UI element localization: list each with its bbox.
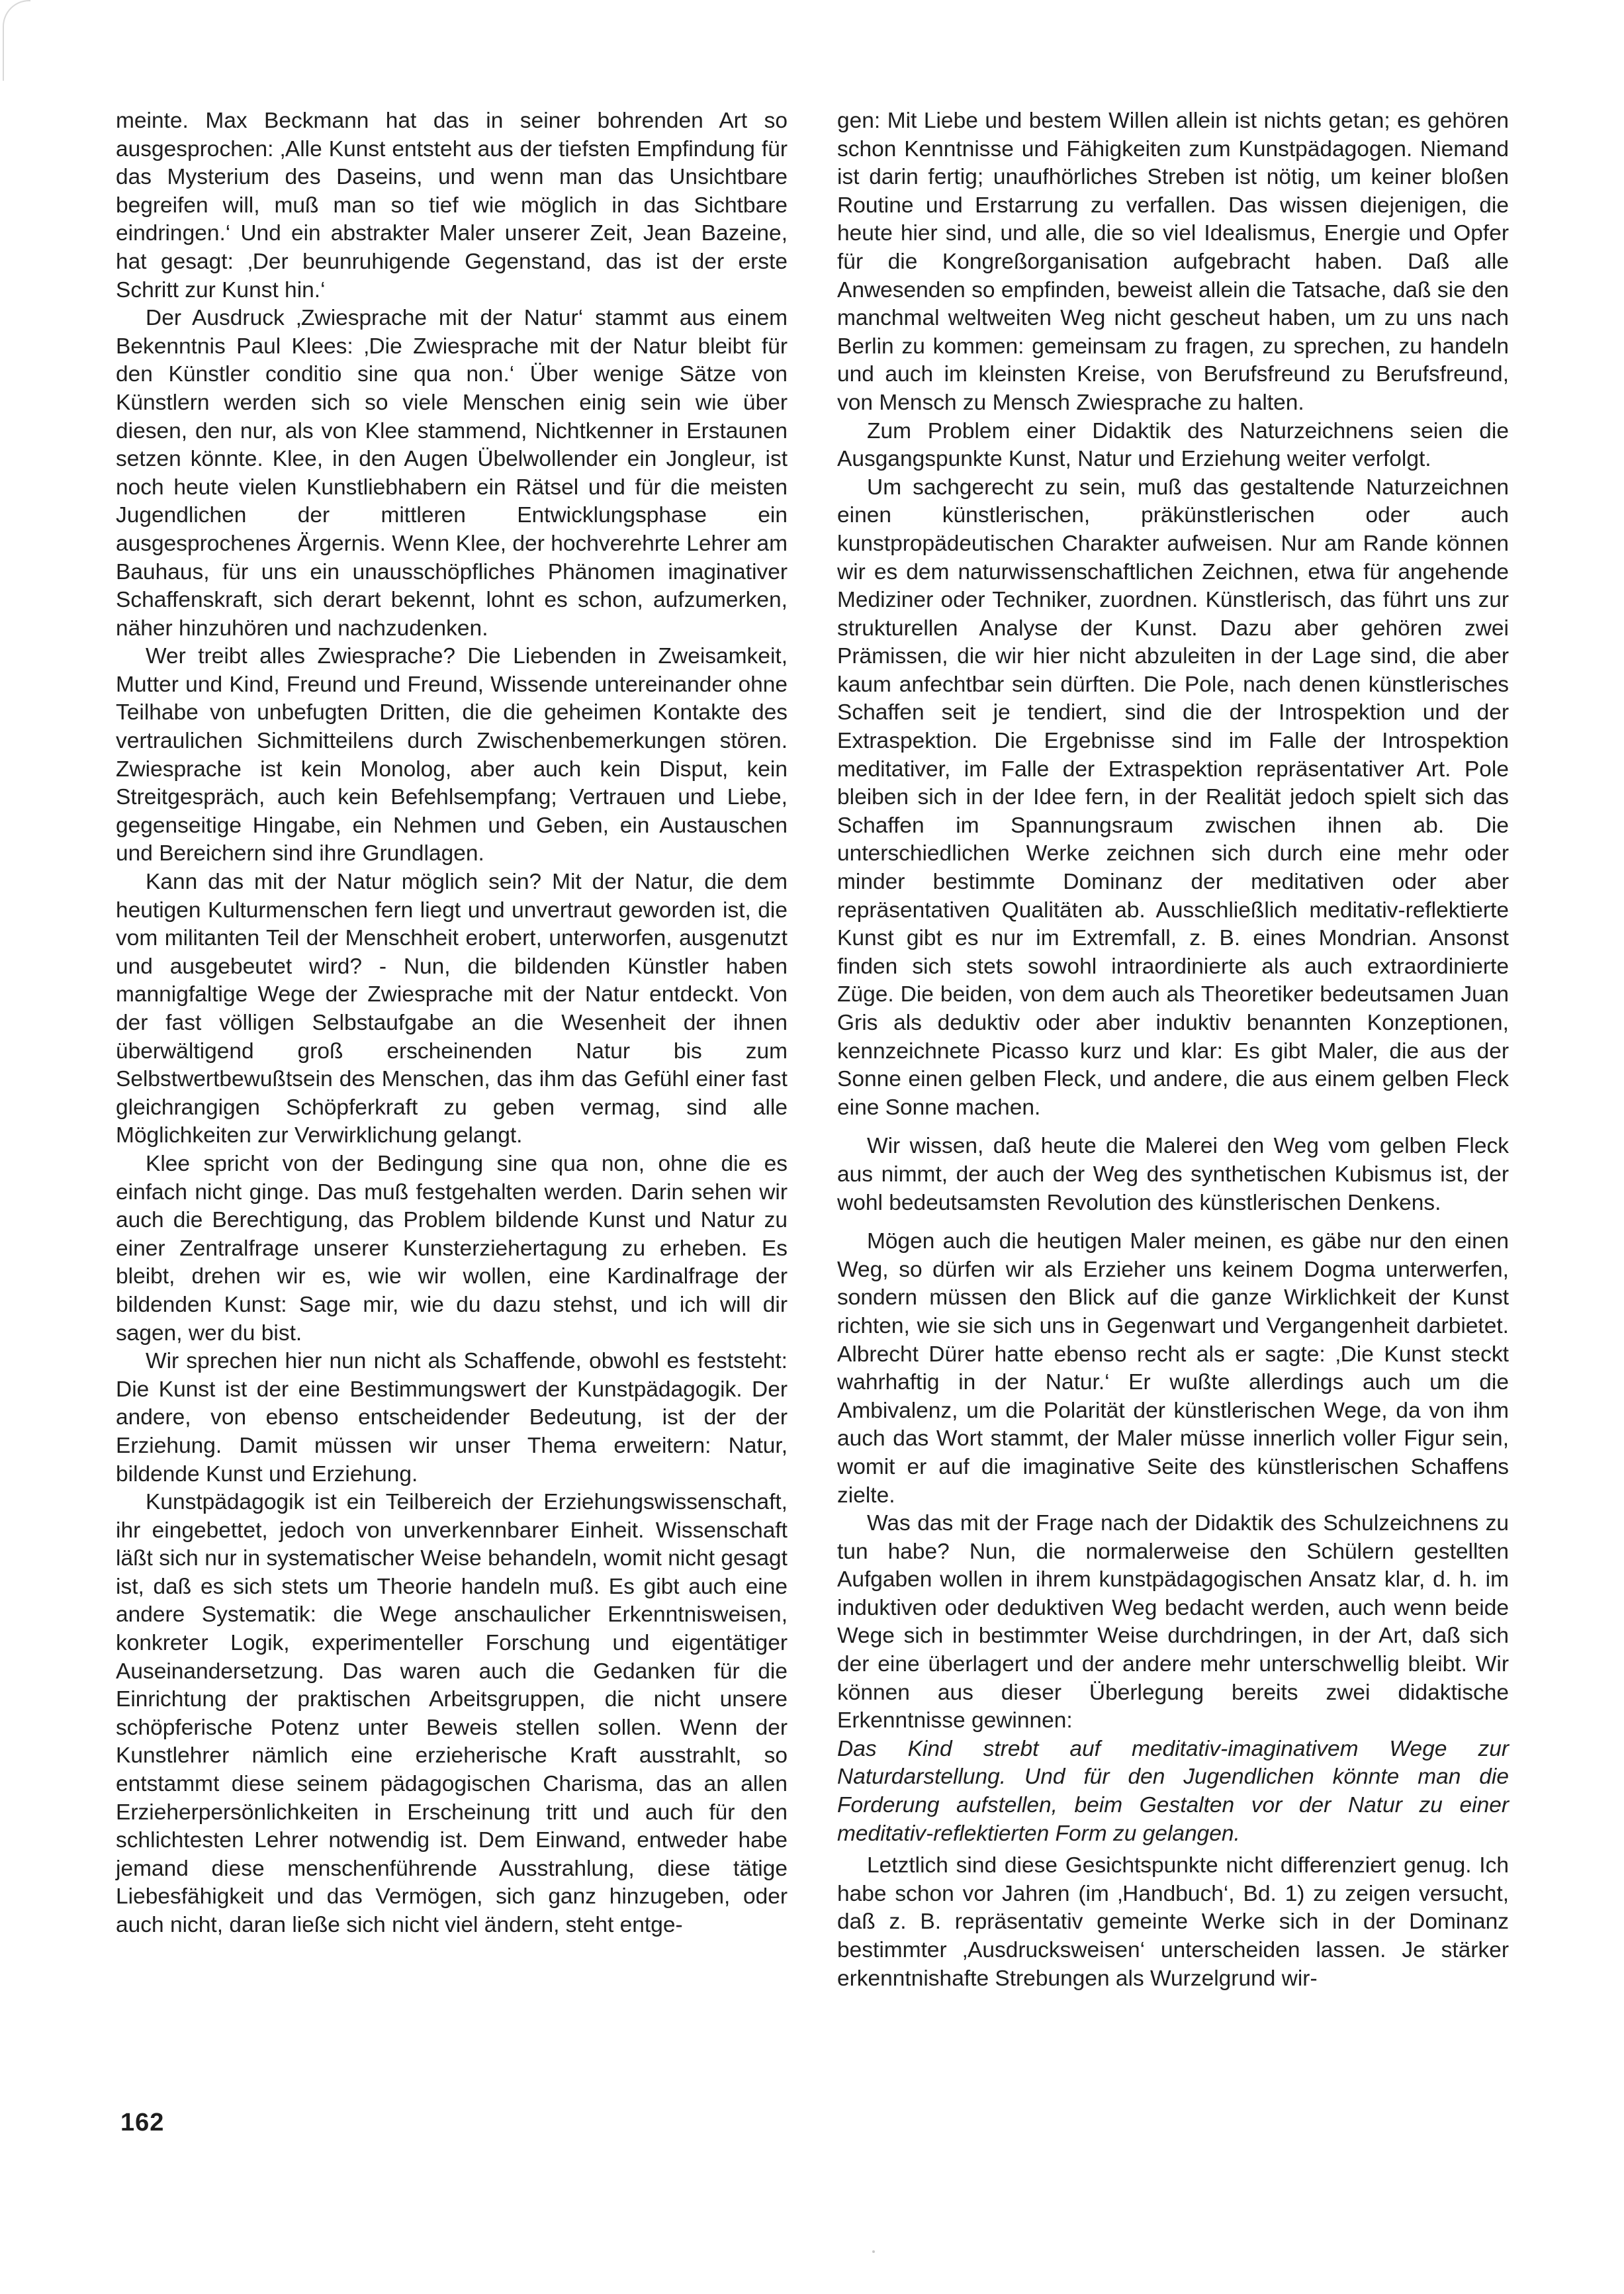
page-corner-fold xyxy=(3,0,30,81)
paragraph: Kann das mit der Natur möglich sein? Mit der Natur, die dem heutigen Kulturmenschen fern liegt und unvertraut geworden ist, die vom militanten Teil der Menschheit erobert, unterworfen, ausgenutzt und ausgebeutet wird? - Nun, die bildenden Künstler haben mannigfaltige Wege der Zwiesprache mit der Natur entdeckt. Von der fast völligen Selbstaufgabe an die Wesenheit der ihnen überwältigend groß erscheinenden Natur bis zum Selbstwertbewußtsein des Menschen, das ihm das Gefühl einer fast gleichrangigen Schöpferkraft zu geben vermag, sind alle Möglichkeiten zur Verwirklichung gelangt. xyxy=(116,870,788,1148)
italic-paragraph: Das Kind strebt auf meditativ-imaginativem Wege zur Naturdarstellung. Und für den Jugendlichen könnte man die Forderung aufstellen, beim Gestalten vor der Natur zu einer meditativ-reflektierten Form zu gelangen. xyxy=(837,1736,1509,1846)
paper-speck xyxy=(872,2250,875,2253)
paragraph: Wir wissen, daß heute die Malerei den Weg vom gelben Fleck aus nimmt, der auch der Weg des synthetischen Kubismus ist, der wohl bedeutsamsten Revolution des künstlerischen Denkens. xyxy=(837,1134,1509,1215)
left-column xyxy=(116,107,788,1940)
paragraph: Mögen auch die heutigen Maler meinen, es gäbe nur den einen Weg, so dürfen wir als Erzieher uns keinem Dogma unterwerfen, sondern müssen den Blick auf die ganze Wirklichkeit der Kunst richten, wie sie sich uns in Gegenwart und Vergangenheit darbietet. Albrecht Dürer hatte ebenso recht als er sagte: ‚Die Kunst steckt wahrhaftig in der Natur.‘ Er wußte allerdings auch um die Ambivalenz, um die Polarität der künstlerischen Wege, da von ihm auch das Wort stammt, der Maler müsse innerlich voller Figur sein, womit er auf die imaginative Seite des künstlerischen Schaffens zielte. xyxy=(837,1229,1509,1508)
paragraph: Um sachgerecht zu sein, muß das gestaltende Naturzeichnen einen künstlerischen, präkünstlerischen oder auch kunstpropädeutischen Charakter aufweisen. Nur am Rande können wir es dem naturwissenschaftlichen Zeichnen, etwa für angehende Mediziner oder Techniker, zuordnen. Künstlerisch, das führt uns zur strukturellen Analyse der Kunst. Dazu aber gehören zwei Prämissen, die wir hier nicht abzuleiten in der Lage sind, die aber kaum anfechtbar sein dürften. Die Pole, nach denen künstlerisches Schaffen seit je tendiert, sind die der Introspektion und der Extraspektion. Die Ergebnisse sind im Falle der Introspektion meditativer, im Falle der Extraspektion repräsentativer Art. Pole bleiben sich in der Idee fern, in der Realität jedoch spielt sich das Schaffen im Spannungsraum zwischen ihnen ab. Die unterschiedlichen Werke zeichnen sich durch eine mehr oder minder bestimmte Dominanz der meditativen oder aber repräsentativen Qualitäten ab. Ausschließlich meditativ-reflektierte Kunst gibt es nur im Extremfall, z. B. eines Mondrian. Ansonst finden sich stets sowohl intraordinierte als auch extraordinierte Züge. Die beiden, von dem auch als Theoretiker bedeutsamen Juan Gris als deduktiv oder aber induktiv benannten Konzeptionen, kennzeichnete Picasso kurz und klar: Es gibt Maler, die aus der Sonne einen gelben Fleck, und andere, die aus einem gelben Fleck eine Sonne machen. xyxy=(837,475,1509,1120)
paragraph: Zum Problem einer Didaktik des Naturzeichnens seien die Ausgangspunkte Kunst, Natur und Erziehung weiter verfolgt. xyxy=(837,418,1509,472)
paragraph: Wer treibt alles Zwiesprache? Die Liebenden in Zweisamkeit, Mutter und Kind, Freund und Freund, Wissende untereinander ohne Teilhabe von unbefugten Dritten, die die geheimen Kontakte des vertraulichen Sichmitteilens durch Zwischenbemerkungen stören. Zwiesprache ist kein Monolog, aber auch kein Disput, kein Streitgespräch, auch kein Befehlsempfang; Vertrauen und Liebe, gegenseitige Hingabe, ein Nehmen und Geben, ein Austauschen und Bereichern sind ihre Grundlagen. xyxy=(116,644,788,866)
paragraph: Kunstpädagogik ist ein Teilbereich der Erziehungswissenschaft, ihr eingebettet, jedoch von unverkennbarer Einheit. Wissenschaft läßt sich nur in systematischer Weise behandeln, womit nicht gesagt ist, daß es sich stets um Theorie handeln muß. Es gibt auch eine andere Systematik: die Wege anschaulicher Erkenntnisweisen, konkreter Logik, experimenteller Forschung und eigentätiger Auseinandersetzung. Das waren auch die Gedanken für die Einrichtung der praktischen Arbeitsgruppen, die nicht unsere schöpferische Potenz unter Beweis stellen sollen. Wenn der Kunstlehrer nämlich eine erzieherische Kraft ausstrahlt, so entstammt diese seinem pädagogischen Charisma, das an allen Erzieherpersönlichkeiten in Erscheinung tritt und auch für den schlichtesten Lehrer notwendig ist. Dem Einwand, entweder habe jemand diese menschenführende Ausstrahlung, diese tätige Liebesfähigkeit und das Vermögen, sich ganz hinzugeben, oder auch nicht, daran ließe sich nicht viel ändern, steht entge- xyxy=(116,1490,788,1937)
right-column xyxy=(837,107,1509,1993)
paragraph: Der Ausdruck ‚Zwiesprache mit der Natur‘ stammt aus einem Bekenntnis Paul Klees: ‚Die Zwiesprache mit der Natur bleibt für den Künstler conditio sine qua non.‘ Über wenige Sätze von Künstlern werden sich so viele Menschen einig sein wie über diesen, den nur, als von Klee stammend, Nichtkenner in Erstaunen setzen könnte. Klee, in den Augen Übelwollender ein Jongleur, ist noch heute vielen Kunstliebhabern ein Rätsel und für die meisten Jugendlichen der mittleren Entwicklungsphase ein ausgesprochenes Ärgernis. Wenn Klee, der hochverehrte Lehrer am Bauhaus, für uns ein unausschöpfliches Phänomen imaginativer Schaffenskraft, sich derart bekennt, lohnt es schon, aufzumerken, näher hinzuhören und nachzudenken. xyxy=(116,306,788,641)
paragraph: Klee spricht von der Bedingung sine qua non, ohne die es einfach nicht ginge. Das muß festgehalten werden. Darin sehen wir auch die Berechtigung, das Problem bildende Kunst und Natur zu einer Zentralfrage unserer Kunsterziehertagung zu erheben. Es bleibt, drehen wir es, wie wir wollen, eine Kardinalfrage der bildenden Kunst: Sage mir, wie du dazu stehst, und ich will dir sagen, wer du bist. xyxy=(116,1151,788,1346)
paragraph: Letztlich sind diese Gesichtspunkte nicht differenziert genug. Ich habe schon vor Jahren (im ‚Handbuch‘, Bd. 1) zu zeigen versucht, daß z. B. repräsentativ gemeinte Werke sich in der Dominanz bestimmter ‚Ausdrucksweisen‘ unterscheiden lassen. Je stärker erkenntnishafte Strebungen als Wurzelgrund wir- xyxy=(837,1853,1509,1991)
paragraph: Was das mit der Frage nach der Didaktik des Schulzeichnens zu tun habe? Nun, die normalerweise den Schülern gestellten Aufgaben wollen in ihrem kunstpädagogischen Ansatz klar, d. h. im induktiven oder deduktiven Weg bedacht werden, auch wenn beide Wege sich in bestimmter Weise durchdringen, in der Art, daß sich der eine überlagert und der andere mehr unterschwellig bleibt. Wir können aus dieser Überlegung bereits zwei didaktische Erkenntnisse gewinnen: xyxy=(837,1511,1509,1733)
paragraph: meinte. Max Beckmann hat das in seiner bohrenden Art so ausgesprochen: ‚Alle Kunst entsteht aus der tiefsten Empfindung für das Mysterium des Daseins, und wenn man das Unsichtbare begreifen will, muß man so tief wie möglich in das Sichtbare eindringen.‘ Und ein abstrakter Maler unserer Zeit, Jean Bazeine, hat gesagt: ‚Der beunruhigende Gegenstand, das ist der erste Schritt zur Kunst hin.‘ xyxy=(116,109,788,302)
page-number: 162 xyxy=(120,2109,165,2136)
paragraph: gen: Mit Liebe und bestem Willen allein ist nichts getan; es gehören schon Kenntnisse und Fähigkeiten zum Kunstpädagogen. Niemand ist darin fertig; unaufhörliches Streben ist nötig, um keiner bloßen Routine und Erstarrung zu verfallen. Das wissen diejenigen, die heute hier sind, und alle, die so viel Idealismus, Energie und Opfer für die Kongreßorganisation aufgebracht haben. Daß alle Anwesenden so empfinden, beweist allein die Tatsache, daß sie den manchmal weltweiten Weg nicht gescheut haben, um zu uns nach Berlin zu kommen: gemeinsam zu fragen, zu sprechen, zu handeln und auch im kleinsten Kreise, von Berufsfreund zu Berufsfreund, von Mensch zu Mensch Zwiesprache zu halten. xyxy=(837,109,1509,415)
paragraph: Wir sprechen hier nun nicht als Schaffende, obwohl es feststeht: Die Kunst ist der eine Bestimmungswert der Kunstpädagogik. Der andere, von ebenso entscheidender Bedeutung, ist der der Erziehung. Damit müssen wir unser Thema erweitern: Natur, bildende Kunst und Erziehung. xyxy=(116,1349,788,1487)
